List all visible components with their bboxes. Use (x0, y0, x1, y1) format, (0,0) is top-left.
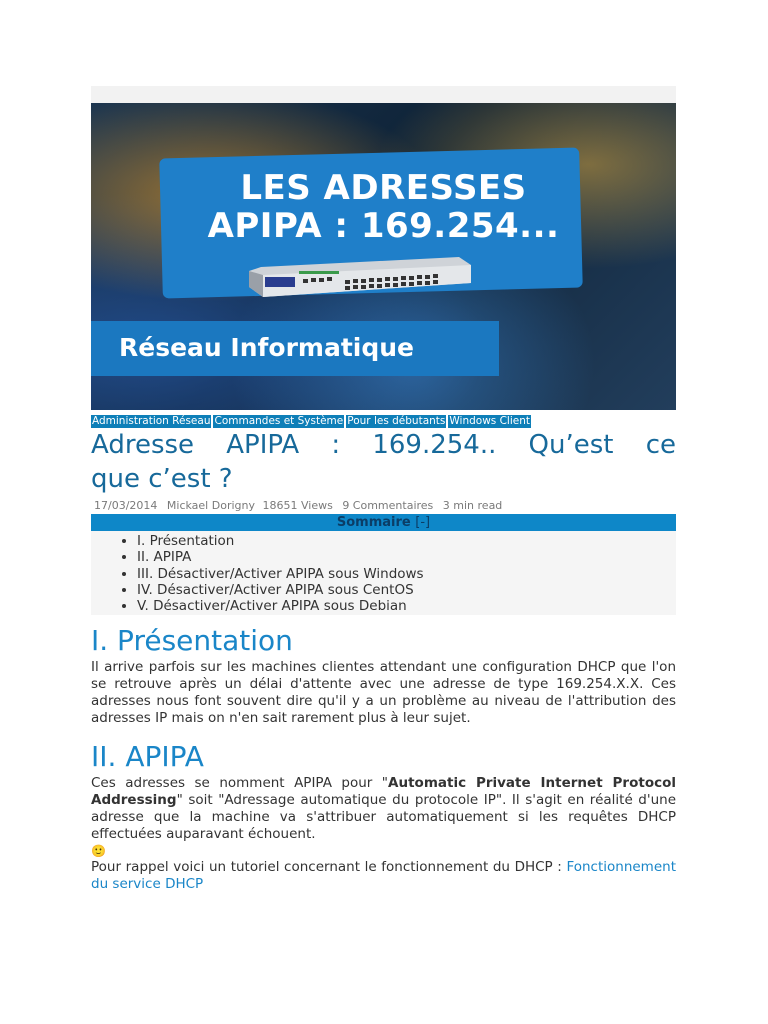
post-author[interactable]: Mickael Dorigny (166, 499, 255, 512)
article-title (91, 428, 676, 496)
dhcp-tutorial-link[interactable]: Fonctionnement du service DHCP (91, 859, 676, 893)
tag-pour-les-debutants[interactable]: Pour les débutants (347, 415, 446, 427)
toc-item[interactable]: • I. Présentation (137, 533, 676, 549)
section-heading-apipa: II. APIPA (91, 740, 204, 774)
tag-windows-client[interactable]: Windows Client (449, 415, 530, 427)
top-bar (91, 86, 676, 103)
tag-administration-reseau[interactable]: Administration Réseau (92, 415, 211, 427)
toc-item[interactable]: • III. Désactiver/Activer APIPA sous Windows (137, 566, 676, 582)
article-meta (91, 499, 676, 513)
smiley-icon: 🙂 (91, 844, 106, 859)
article-page (91, 86, 676, 893)
apipa-acronym-expansion: Automatic Private Internet Protocol Addressing (91, 775, 676, 809)
section-heading-presentation: I. Présentation (91, 624, 293, 658)
toc-item[interactable]: • IV. Désactiver/Activer APIPA sous CentOS (137, 582, 676, 598)
post-date[interactable]: 17/03/2014 (94, 499, 158, 512)
toc-heading: Sommaire (336, 515, 411, 530)
tag-commandes-et-systeme[interactable]: Commandes et Système (214, 415, 344, 427)
hero-subtitle: Réseau Informatique (119, 333, 414, 362)
toc-header (91, 514, 676, 531)
toc-toggle[interactable]: [-] (415, 515, 431, 530)
apipa-text-before: Ces adresses se nomment APIPA pour " (91, 775, 389, 792)
apipa-paragraph (91, 775, 676, 843)
hero-title (91, 169, 676, 245)
dhcp-reminder-paragraph (91, 859, 676, 893)
network-switch-icon (249, 255, 471, 299)
article-title-line2: que c’est ? (91, 464, 233, 494)
hero-title-line1: LES ADRESSES (240, 168, 527, 208)
post-read-time: 3 min read (442, 499, 503, 512)
toc-item[interactable]: • V. Désactiver/Activer APIPA sous Debian (137, 598, 676, 614)
hero-title-line2: APIPA : 169.254... (207, 206, 560, 246)
toc-list (91, 531, 676, 615)
presentation-paragraph: Il arrive parfois sur les machines clientes attendant une configuration DHCP que l'on se retrouve après un délai d'attente avec une adresse de type 169.254.X.X. Ces adresses nous font souvent dire qu'il y a un problème au niveau de l'attribution des adresses IP mais on n'en sait rarement plus à leur sujet. (91, 659, 676, 727)
table-of-contents (91, 514, 676, 615)
toc-item[interactable]: • II. APIPA (137, 549, 676, 565)
dhcp-reminder-text: Pour rappel voici un tutoriel concernant le fonctionnement du DHCP : (91, 859, 567, 876)
hero-banner-image (91, 103, 676, 410)
category-tags (91, 412, 676, 426)
post-views: 18651 Views (262, 499, 333, 512)
apipa-text-after: " soit "Adressage automatique du protocole IP". Il s'agit en réalité d'une adresse que la machine va s'attribuer automatiquement si les requêtes DHCP effectuées auparavant échouent. (91, 792, 676, 843)
post-comments[interactable]: 9 Commentaires (342, 499, 434, 512)
article-title-line1: Adresse APIPA : 169.254.. Qu’est ce (91, 430, 676, 460)
